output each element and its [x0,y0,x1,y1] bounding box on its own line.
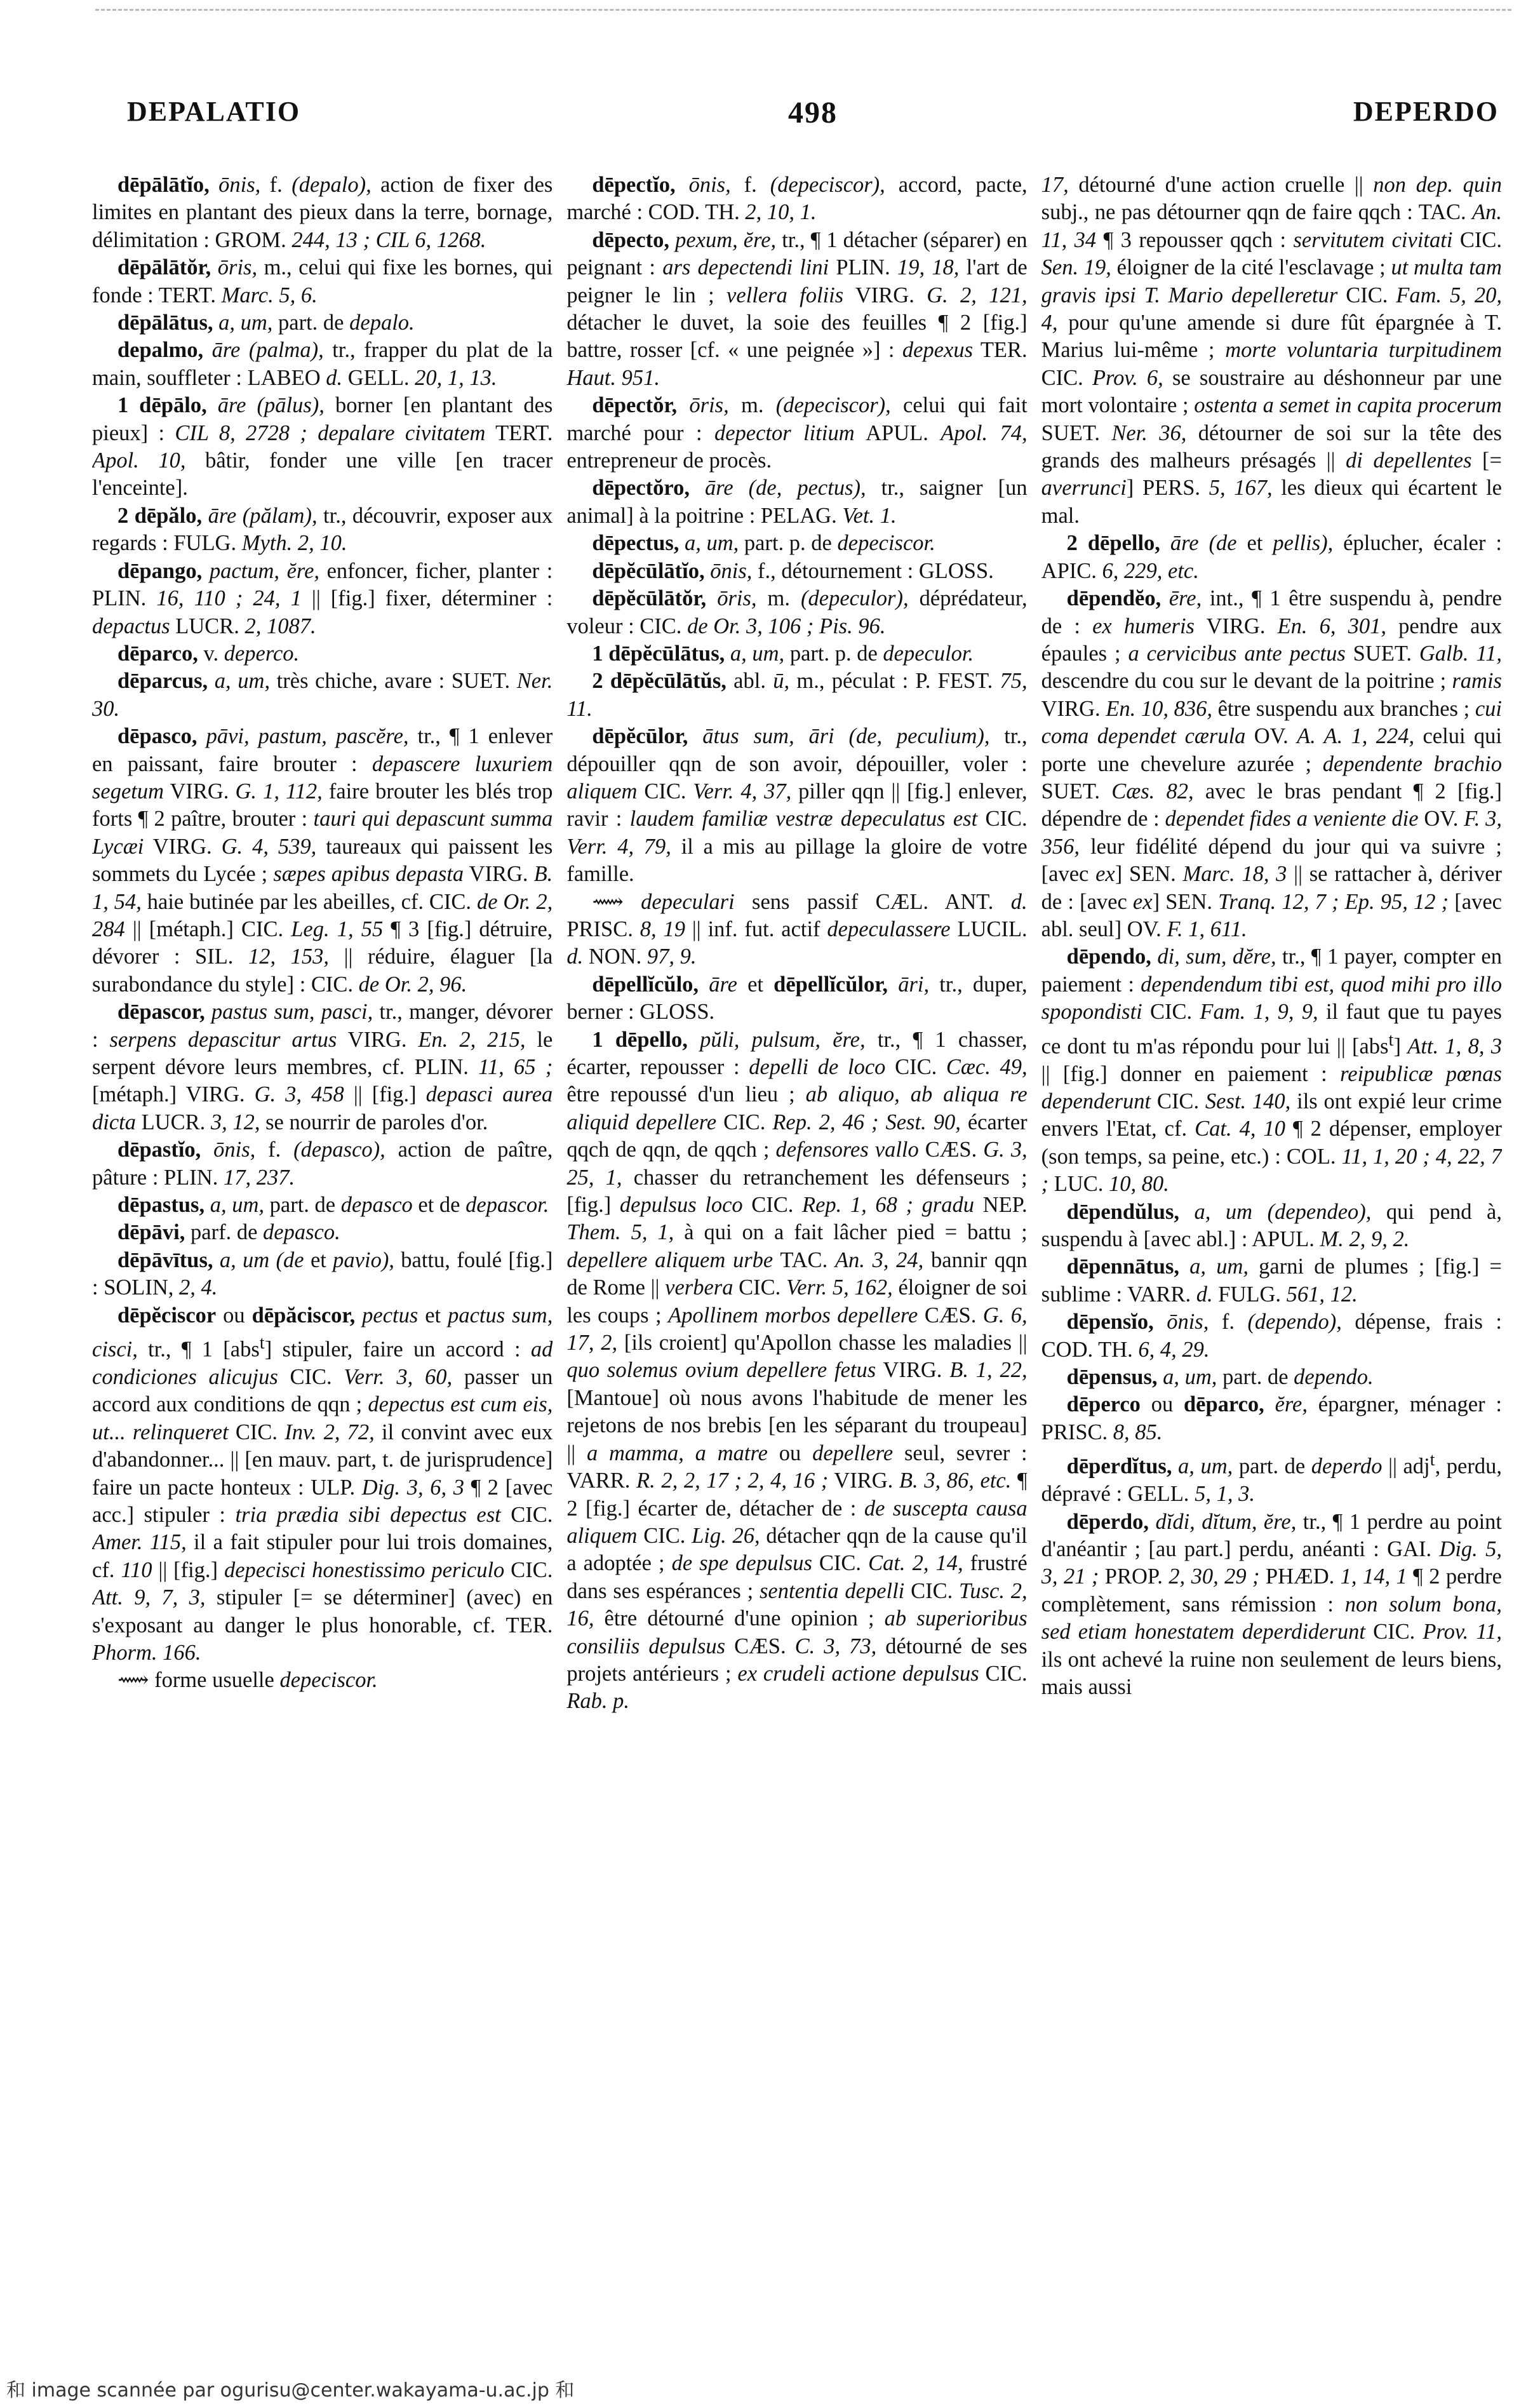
dictionary-entry: dēpensus, a, um, part. de dependo. [1066,1364,1374,1389]
dictionary-entry: dēpĕcūlor, ātus sum, āri (de, peculium), tr., dépouiller qqn de son avoir, dépouiller, voler : aliquem CIC. Verr. 4, 37, piller qqn || [fig.] enlever, ravir : laudem familiæ vestræ depeculatus est CIC. Verr. 4, 79, il a mis au pillage la gloire de votre famille. [566,724,1028,887]
dictionary-entry: depalmo, āre (palma), tr., frapper du plat de la main, souffleter : LABEO d. GELL. 20, 1, 13. [92,338,553,390]
dictionary-entry: dēpāvītus, a, um (de et pavio), battu, foulé [fig.] : SOLIN, 2, 4. [92,1247,553,1300]
column-middle [566,171,1027,2356]
dictionary-entry: 2 dēpĕcūlātŭs, abl. ū, m., péculat : P. FEST. 75, 11. [566,669,1028,721]
dictionary-entry: dēpendŭlus, a, um (dependeo), qui pend à, suspendu à [avec abl.] : APUL. M. 2, 9, 2. [1041,1199,1502,1251]
dictionary-entry: 2 dēpălo, āre (pălam), tr., découvrir, exposer aux regards : FULG. Myth. 2, 10. [92,503,553,556]
dictionary-entry: dēpennātus, a, um, garni de plumes ; [fig.] = sublime : VARR. d. FULG. 561, 12. [1041,1254,1502,1307]
dictionary-entry: dēpālātus, a, um, part. de depalo. [117,311,415,335]
scan-edge-line [95,9,1511,11]
dictionary-entry: ⟿ forme usuelle depeciscor. [117,1668,378,1693]
dictionary-entry: dēpendĕo, ēre, int., ¶ 1 être suspendu à, pendre de : ex humeris VIRG. En. 6, 301, pendre aux épaules ; a cervicibus ante pectus SUET. Galb. 11, descendre du cou sur le devant de la poitrine ; ramis VIRG. En. 10, 836, être suspendu aux branches ; cui coma dependet cærula OV. A. A. 1, 224, celui qui porte une chevelure azurée ; dependente brachio SUET. Cæs. 82, avec le bras pendant ¶ 2 [fig.] dépendre de : dependet fides a veniente die OV. F. 3, 356, leur fidélité dépend du jour qui va suivre ; [avec ex] SEN. Marc. 18, 3 || se rattacher à, dériver de : [avec ex] SEN. Tranq. 12, 7 ; Ep. 95, 12 ; [avec abl. seul] OV. F. 1, 611. [1041,586,1502,941]
header-left-guideword: DEPALATIO [127,96,301,127]
dictionary-entry: dēpālātĭo, ōnis, f. (depalo), action de fixer des limites en plantant des pieux dans la terre, bornage, délimitation : GROM. 244, 13 ; CIL 6, 1268. [92,173,553,252]
page-header [127,95,1499,146]
dictionary-entry: 1 dēpello, pŭli, pulsum, ĕre, tr., ¶ 1 chasser, écarter, repousser : depelli de loco CIC. Cæc. 49, être repoussé d'un lieu ; ab aliquo, ab aliqua re aliquid depellere CIC. Rep. 2, 46 ; Sest. 90, écarter qqch de qqn, de qqch ; defensores vallo CÆS. G. 3, 25, 1, chasser du retranchement les défenseurs ; [fig.] depulsus loco CIC. Rep. 1, 68 ; gradu NEP. Them. 5, 1, à qui on a fait lâcher pied = battu ; depellere aliquem urbe TAC. An. 3, 24, bannir qqn de Rome || verbera CIC. Verr. 5, 162, éloigner de soi les coups ; Apollinem morbos depellere CÆS. G. 6, 17, 2, [ils croient] qu'Apollon chasse les maladies || quo solemus ovium depellere fetus VIRG. B. 1, 22, [Mantoue] où nous avons l'habitude de mener les rejetons de nos brebis [en les séparant du troupeau] || a mamma, a matre ou depellere seul, sevrer : VARR. R. 2, 2, 17 ; 2, 4, 16 ; VIRG. B. 3, 86, etc. ¶ 2 [fig.] écarter de, détacher de : de suscepta causa aliquem CIC. Lig. 26, détacher qqn de la cause qu'il a adoptée ; de spe depulsus CIC. Cat. 2, 14, frustré dans ses espérances ; sententia depelli CIC. Tusc. 2, 16, être détourné d'une opinion ; ab superioribus consiliis depulsus CÆS. C. 3, 73, détourné de ses projets antérieurs ; ex crudeli actione depulsus CIC. Rab. p. [566,1027,1028,1714]
header-right-guideword: DEPERDO [1353,96,1499,127]
dictionary-entry: 1 dēpālo, āre (pālus), borner [en plantant des pieux] : CIL 8, 2728 ; depalare civitatem TERT. Apol. 10, bâtir, fonder une ville [en tracer l'enceinte]. [92,393,553,501]
dictionary-entry: dēparcus, a, um, très chiche, avare : SUET. Ner. 30. [92,669,553,721]
dictionary-entry: dēperco ou dēparco, ĕre, épargner, ménager : PRISC. 8, 85. [1041,1392,1502,1444]
text-columns [92,171,1502,2356]
dictionary-entry: dēpecto, pexum, ĕre, tr., ¶ 1 détacher (séparer) en peignant : ars depectendi lini PLIN. 19, 18, l'art de peigner le lin ; vellera foliis VIRG. G. 2, 121, détacher le duvet, la soie des feuilles ¶ 2 [fig.] battre, rosser [cf. « une peignée »] : depexus TER. Haut. 951. [566,227,1028,390]
dictionary-entry: dēpectŏro, āre (de, pectus), tr., saigner [un animal] à la poitrine : PELAG. Vet. 1. [566,476,1028,528]
dictionary-entry: dēpĕciscor ou dēpăciscor, pectus et pactus sum, cisci, tr., ¶ 1 [abs$^t$] stipuler, faire un accord : ad condiciones alicujus CIC. Verr. 3, 60, passer un accord aux conditions de qqn ; depectus est cum eis, ut... relinqueret CIC. Inv. 2, 72, il convint avec eux d'abandonner... || [en mauv. part, t. de jurisprudence] faire un pacte honteux : ULP. Dig. 3, 6, 3 ¶ 2 [avec acc.] stipuler : tria prædia sibi depectus est CIC. Amer. 115, il a fait stipuler pour lui trois domaines, cf. 110 || [fig.] depecisci honestissimo periculo CIC. Att. 9, 7, 3, stipuler [= se déterminer] (avec) en s'exposant au danger le plus honorable, cf. TER. Phorm. 166. [92,1303,553,1665]
dictionary-entry: dēperdĭtus, a, um, part. de deperdo || adj$^t$, perdu, dépravé : GELL. 5, 1, 3. [1041,1449,1502,1507]
dictionary-entry: dēpectus, a, um, part. p. de depeciscor. [592,531,935,556]
dictionary-entry: dēpāvi, parf. de depasco. [117,1220,340,1245]
dictionary-entry: dēpectĭo, ōnis, f. (depeciscor), accord, pacte, marché : COD. TH. 2, 10, 1. [566,173,1028,225]
dictionary-entry: 1 dēpĕcūlātus, a, um, part. p. de depeculor. [592,641,974,666]
dictionary-entry: 17, détourné d'une action cruelle || non dep. quin subj., ne pas détourner qqn de faire qqch : TAC. An. 11, 34 ¶ 3 repousser qqch : servitutem civitati CIC. Sen. 19, éloigner de la cité l'esclavage ; ut multa tam gravis ipsi T. Mario depelleretur CIC. Fam. 5, 20, 4, pour qu'une amende si dure fût épargnée à T. Marius lui-même ; morte voluntaria turpitudinem CIC. Prov. 6, se soustraire au déshonneur par une mort volontaire ; ostenta a semet in capita procerum SUET. Ner. 36, détourner de soi sur la tête des grands des malheurs présagés || di depellentes [= averrunci] PERS. 5, 167, les dieux qui écartent le mal. [1041,173,1502,528]
dictionary-entry: dēpastus, a, um, part. de depasco et de depascor. [117,1193,549,1218]
dictionary-entry: dēpālātŏr, ōris, m., celui qui fixe les bornes, qui fonde : TERT. Marc. 5, 6. [92,255,553,307]
page-number: 498 [788,96,838,130]
dictionary-entry: dēpellĭcŭlo, āre et dēpellĭcŭlor, āri, tr., duper, berner : GLOSS. [566,972,1028,1025]
dictionary-entry: dēpasco, pāvi, pastum, pascĕre, tr., ¶ 1 enlever en paissant, faire brouter : depascere luxuriem segetum VIRG. G. 1, 112, faire brouter les blés trop forts ¶ 2 paître, brouter : tauri qui depascunt summa Lycæi VIRG. G. 4, 539, taureaux qui paissent les sommets du Lycée ; sæpes apibus depasta VIRG. B. 1, 54, haie butinée par les abeilles, cf. CIC. de Or. 2, 284 || [métaph.] CIC. Leg. 1, 55 ¶ 3 [fig.] détruire, dévorer : SIL. 12, 153, || réduire, élaguer [la surabondance du style] : CIC. de Or. 2, 96. [92,724,553,997]
dictionary-entry: dēpĕcūlātĭo, ōnis, f., détournement : GLOSS. [592,558,994,583]
dictionary-entry: dēparco, v. deperco. [117,641,300,666]
dictionary-entry: dēpĕcūlātŏr, ōris, m. (depeculor), déprédateur, voleur : CIC. de Or. 3, 106 ; Pis. 96. [566,586,1028,638]
dictionary-entry: ⟿ depeculari sens passif CÆL. ANT. d. PRISC. 8, 19 || inf. fut. actif depeculassere LUCIL. d. NON. 97, 9. [566,889,1028,969]
dictionary-entry: dēpendo, di, sum, dĕre, tr., ¶ 1 payer, compter en paiement : dependendum tibi est, quod mihi pro illo spopondisti CIC. Fam. 1, 9, 9, il faut que tu payes ce dont tu m'as répondu pour lui || [abs$^t$] Att. 1, 8, 3 || [fig.] donner en paiement : reipublicæ pœnas dependerunt CIC. Sest. 140, ils ont expié leur crime envers l'Etat, cf. Cat. 4, 10 ¶ 2 dépenser, employer (son temps, sa peine, etc.) : COL. 11, 1, 20 ; 4, 22, 7 ; LUC. 10, 80. [1041,944,1502,1197]
dictionary-entry: dēpascor, pastus sum, pasci, tr., manger, dévorer : serpens depascitur artus VIRG. En. 2, 215, le serpent dévore leurs membres, cf. PLIN. 11, 65 ; [métaph.] VIRG. G. 3, 458 || [fig.] depasci aurea dicta LUCR. 3, 12, se nourrir de paroles d'or. [92,1000,553,1134]
scan-credit: 和 image scannée par ogurisu@center.wakayama-u.ac.jp 和 [6,2379,575,2402]
dictionary-entry: dēperdo, dĭdi, dĭtum, ĕre, tr., ¶ 1 perdre au point d'anéantir ; [au part.] perdu, anéanti : GAI. Dig. 5, 3, 21 ; PROP. 2, 30, 29 ; PHÆD. 1, 14, 1 ¶ 2 perdre complètement, sans rémission : non solum bona, sed etiam honestatem deperdiderunt CIC. Prov. 11, ils ont achevé la ruine non seulement de leurs biens, mais aussi [1041,1509,1502,1699]
dictionary-entry: dēpastĭo, ōnis, f. (depasco), action de paître, pâture : PLIN. 17, 237. [92,1138,553,1190]
dictionary-entry: dēpensĭo, ōnis, f. (dependo), dépense, frais : COD. TH. 6, 4, 29. [1041,1310,1502,1362]
dictionary-entry: dēpango, pactum, ĕre, enfoncer, ficher, planter : PLIN. 16, 110 ; 24, 1 || [fig.] fixer, déterminer : depactus LUCR. 2, 1087. [92,558,553,638]
dictionary-entry: 2 dēpello, āre (de et pellis), éplucher, écaler : APIC. 6, 229, etc. [1041,531,1502,583]
dictionary-entry: dēpectŏr, ōris, m. (depeciscor), celui qui fait marché pour : depector litium APUL. Apol. 74, entrepreneur de procès. [566,393,1028,473]
column-left [92,171,552,2356]
column-right [1041,171,1502,2356]
